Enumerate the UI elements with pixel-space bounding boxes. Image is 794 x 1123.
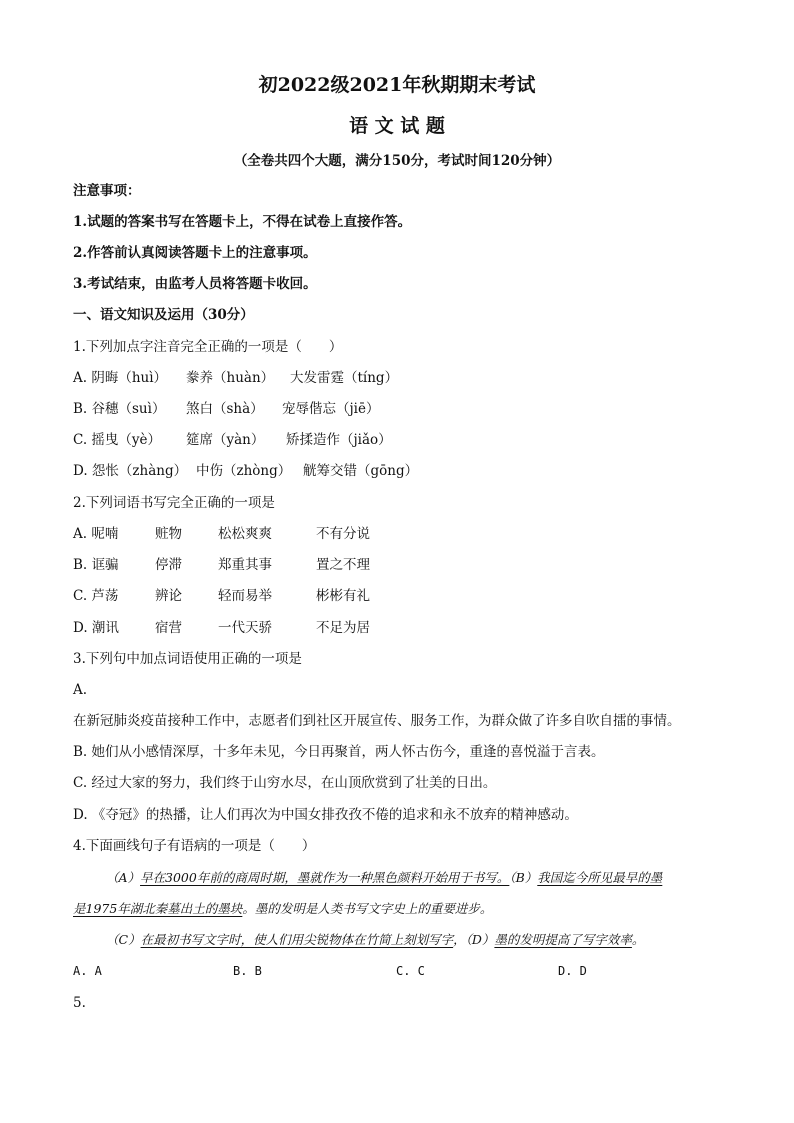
option-item: 停滞 bbox=[155, 557, 182, 573]
option-item: A. 阴晦（huì） bbox=[73, 370, 168, 386]
note-item: 3.考试结束，由监考人员将答题卡收回。 bbox=[73, 276, 317, 292]
option-item: B. 诓骗 bbox=[73, 557, 119, 573]
question-stem: 3.下列句中加点词语使用正确的一项是 bbox=[73, 651, 302, 667]
option-item: 赃物 bbox=[155, 526, 182, 542]
option-item: 不足为居 bbox=[316, 620, 370, 636]
notes-heading: 注意事项： bbox=[73, 183, 141, 199]
subject-title: 语 文 试 题 bbox=[349, 115, 445, 137]
question-stem: 2.下列词语书写完全正确的一项是 bbox=[73, 495, 275, 511]
option-item: 置之不理 bbox=[316, 557, 370, 573]
option-text: C. 经过大家的努力，我们终于山穷水尽，在山顶欣赏到了壮美的日出。 bbox=[73, 775, 497, 791]
passage-line bbox=[106, 930, 644, 950]
option-text: B. 她们从小感情深厚，十多年未见，今日再聚首，两人怀古伤今，重逢的喜悦溢于言表。 bbox=[73, 744, 605, 760]
choice-item: B. B bbox=[233, 964, 262, 978]
option-item: 郑重其事 bbox=[218, 557, 272, 573]
option-item: 宿营 bbox=[155, 620, 182, 636]
question-stem: 1.下列加点字注音完全正确的一项是（ ） bbox=[73, 339, 343, 355]
option-item: 大发雷霆（tíng） bbox=[290, 370, 399, 386]
section-heading: 一、语文知识及运用（30分） bbox=[73, 307, 254, 323]
option-item: 一代天骄 bbox=[218, 620, 272, 636]
passage-text: 。墨的发明是人类书写文字史上的重要进步。 bbox=[242, 901, 493, 916]
option-item: B. 谷穗（suì） bbox=[73, 401, 166, 417]
note-item: 2.作答前认真阅读答题卡上的注意事项。 bbox=[73, 245, 317, 261]
option-item: 轻而易举 bbox=[218, 588, 272, 604]
option-item: 彬彬有礼 bbox=[316, 588, 370, 604]
option-item: A. 呢喃 bbox=[73, 526, 119, 542]
option-item: 筵席（yàn） bbox=[186, 432, 265, 448]
passage-text: 。 bbox=[631, 932, 645, 947]
choice-item: D. D bbox=[558, 964, 587, 978]
underlined-sentence: 早在3000年前的商周时期，墨就作为一种黑色颜料开始用于书写。 bbox=[140, 870, 510, 885]
sentence-label: （B） bbox=[509, 870, 538, 885]
option-item: 觥筹交错（gōng） bbox=[303, 463, 419, 479]
sentence-label: （D） bbox=[465, 932, 495, 947]
choice-item: A. A bbox=[73, 964, 102, 978]
exam-title: 初2022级2021年秋期期末考试 bbox=[258, 74, 536, 96]
option-item: 豢养（huàn） bbox=[186, 370, 275, 386]
option-item: D. 潮讯 bbox=[73, 620, 119, 636]
option-item: C. 芦荡 bbox=[73, 588, 119, 604]
exam-info: （全卷共四个大题，满分150分，考试时间120分钟） bbox=[233, 153, 561, 169]
option-item: 不有分说 bbox=[316, 526, 370, 542]
sentence-label: （A） bbox=[106, 870, 141, 885]
underlined-sentence: 是1975年湖北秦墓出土的墨块 bbox=[73, 901, 243, 916]
choice-item: C. C bbox=[396, 964, 425, 978]
note-item: 1.试题的答案书写在答题卡上，不得在试卷上直接作答。 bbox=[73, 214, 412, 230]
option-item: C. 摇曳（yè） bbox=[73, 432, 162, 448]
passage-line bbox=[73, 899, 492, 919]
option-item: 松松爽爽 bbox=[218, 526, 272, 542]
option-item: 矫揉造作（jiǎo） bbox=[286, 432, 392, 448]
option-item: 宠辱偕忘（jiē） bbox=[282, 401, 380, 417]
option-item: 中伤（zhòng） bbox=[196, 463, 292, 479]
underlined-sentence: 我国迄今所见最早的墨 bbox=[537, 870, 663, 885]
question-stem: 4.下面画线句子有语病的一项是（ ） bbox=[73, 838, 316, 854]
passage-line bbox=[106, 868, 662, 888]
option-text: D. 《夺冠》的热播，让人们再次为中国女排孜孜不倦的追求和永不放弃的精神感动。 bbox=[73, 807, 578, 823]
underlined-sentence: 在最初书写文字时，使人们用尖锐物体在竹简上刻划写字 bbox=[140, 932, 454, 947]
option-label: A. bbox=[73, 682, 88, 698]
underlined-sentence: 墨的发明提高了写字效率 bbox=[494, 932, 632, 947]
option-item: 辨论 bbox=[155, 588, 182, 604]
sentence-label: （C） bbox=[106, 932, 141, 947]
question-stem: 5. bbox=[73, 995, 86, 1011]
option-item: D. 怨怅（zhàng） bbox=[73, 463, 188, 479]
passage-text: ， bbox=[453, 932, 466, 947]
option-text: 在新冠肺炎疫苗接种工作中，志愿者们到社区开展宣传、服务工作，为群众做了许多自吹自擂的事情。 bbox=[73, 713, 681, 729]
option-item: 煞白（shà） bbox=[186, 401, 264, 417]
